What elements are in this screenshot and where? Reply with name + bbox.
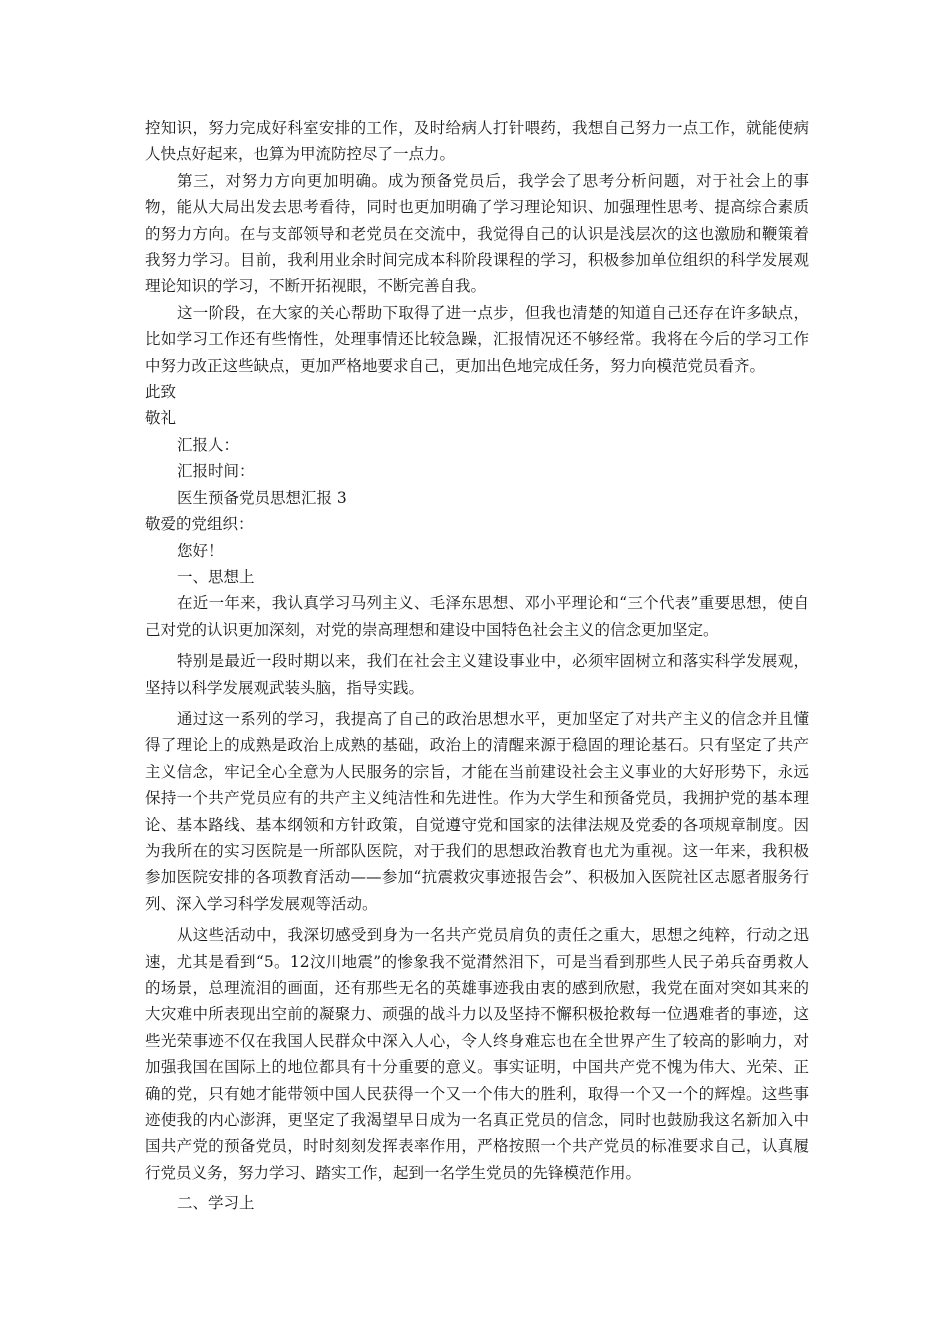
paragraph-shortcomings: 这一阶段，在大家的关心帮助下取得了进一点步，但我也清楚的知道自己还存在许多缺点，比如学习工作还有些惰性，处理事情还比较急躁，汇报情况还不够经常。我将在今后的学习工作中努力改正这些缺点，更加严格地要求自己，更加出色地完成任务，努力向模范党员看齐。 <box>145 303 809 375</box>
report-time-label: 汇报时间： <box>177 462 255 481</box>
section-title: 医生预备党员思想汇报 3 <box>177 488 347 507</box>
letter-hello: 您好！ <box>177 541 224 560</box>
paragraph-political-level: 通过这一系列的学习，我提高了自己的政治思想水平，更加坚定了对共产主义的信念并且懂得了理论上的成熟是政治上成熟的基础，政治上的清醒来源于稳固的理论基石。只有坚定了共产主义信念，牢记全心全意为人民服务的宗旨，才能在当前建设社会主义事业的大好形势下，永远保持一个共产党员应有的共产主义纯洁性和先进性。作为大学生和预备党员，我拥护党的基本理论、基本路线、基本纲领和方针政策，自觉遵守党和国家的法律法规及党委的各项规章制度。因为我所在的实习医院是一所部队医院，对于我们的思想政治教育也尤为重视。这一年来，我积极参加医院安排的各项教育活动——参加“抗震救灾事迹报告会”、积极加入医院社区志愿者服务行列、深入学习科学发展观等活动。 <box>145 709 809 913</box>
letter-greeting: 敬爱的党组织： <box>145 515 254 534</box>
paragraph-continuation: 控知识，努力完成好科室安排的工作，及时给病人打针喂药，我想自己努力一点工作，就能使病人快点好起来，也算为甲流防控尽了一点力。 <box>145 119 809 164</box>
heading-thought: 一、思想上 <box>177 567 255 586</box>
heading-study: 二、学习上 <box>177 1194 255 1213</box>
paragraph-earthquake: 从这些活动中，我深切感受到身为一名共产党员肩负的责任之重大，思想之纯粹，行动之迅速，尤其是看到“5。12汶川地震”的惨象我不觉潸然泪下，可是当看到那些人民子弟兵奋勇救人的场景，总理流泪的画面，还有那些无名的英雄事迹我由衷的感到欣慰，我党在面对突如其来的大灾难中所表现出空前的凝聚力、顽强的战斗力以及坚持不懈积极抢救每一位遇难者的事迹，这些光荣事迹不仅在我国人民群众中深入人心，令人终身难忘也在全世界产生了较高的影响力，对加强我国在国际上的地位都具有十分重要的意义。事实证明，中国共产党不愧为伟大、光荣、正确的党，只有她才能带领中国人民获得一个又一个伟大的胜利，取得一个又一个的辉煌。这些事迹使我的内心澎湃，更坚定了我渴望早日成为一名真正党员的信念，同时也鼓励我这名新加入中国共产党的预备党员，时时刻刻发挥表率作用，严格按照一个共产党员的标准要求自己，认真履行党员义务，努力学习、踏实工作，起到一名学生党员的先锋模范作用。 <box>145 926 809 1182</box>
paragraph-development-view: 特别是最近一段时期以来，我们在社会主义建设事业中，必须牢固树立和落实科学发展观，坚持以科学发展观武装头脑，指导实践。 <box>145 652 809 697</box>
closing-salutation: 此致 <box>145 383 177 402</box>
paragraph-third-point: 第三，对努力方向更加明确。成为预备党员后，我学会了思考分析问题，对于社会上的事物，能从大局出发去思考看待，同时也更加明确了学习理论知识、加强理性思考、提高综合素质的努力方向。在与支部领导和老党员在交流中，我觉得自己的认识是浅层次的这也激励和鞭策着我努力学习。目前，我利用业余时间完成本科阶段课程的学习，积极参加单位组织的科学发展观理论知识的学习，不断开拓视眼，不断完善自我。 <box>145 171 809 296</box>
reporter-label: 汇报人： <box>177 435 240 454</box>
document-body <box>145 115 809 1217</box>
paragraph-study-theory: 在近一年来，我认真学习马列主义、毛泽东思想、邓小平理论和“三个代表”重要思想，使自己对党的认识更加深刻，对党的崇高理想和建设中国特色社会主义的信念更加坚定。 <box>145 594 809 639</box>
closing-regards: 敬礼 <box>145 409 177 428</box>
